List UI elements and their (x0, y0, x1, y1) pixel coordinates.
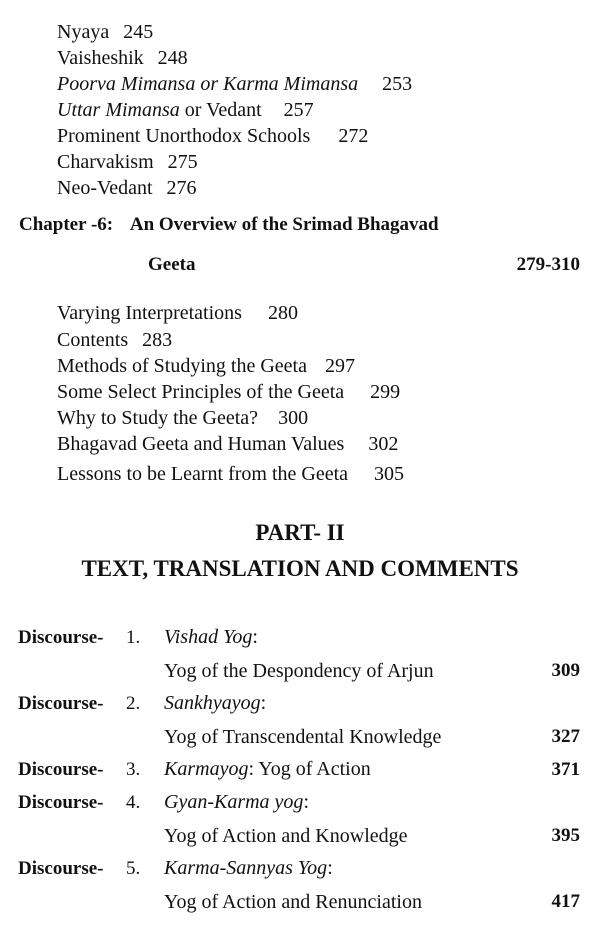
discourse-title (164, 791, 309, 814)
discourse-sep: : Yog of Action (248, 758, 371, 780)
discourse-title-italic: Karma-Sannyas Yog (164, 857, 328, 879)
entry-title: Neo-Vedant (57, 177, 153, 199)
discourse-sep: : (260, 692, 267, 714)
discourse-label: Discourse- (18, 759, 104, 780)
toc-entry-vaisheshik (57, 46, 188, 70)
chapter-title-continued: Geeta (148, 254, 196, 275)
entry-page: 275 (167, 151, 198, 173)
entry-title: Varying Interpretations (57, 302, 242, 324)
toc-entry-varying-interpretations (57, 301, 298, 325)
entry-page: 297 (324, 355, 355, 377)
entry-title: Charvakism (57, 151, 154, 173)
entry-page: 299 (370, 381, 401, 403)
discourse-subtitle: Yog of Transcendental Knowledge (164, 726, 442, 748)
discourse-number: 3. (126, 759, 141, 780)
entry-page: 245 (123, 21, 154, 43)
discourse-title (164, 758, 371, 781)
toc-entry-charvakism (57, 150, 198, 174)
toc-entry-unorthodox-schools (57, 124, 368, 148)
chapter-page-range: 279-310 (516, 254, 580, 275)
discourse-sep: : (303, 791, 309, 813)
chapter-heading (19, 214, 439, 236)
entry-page: 276 (166, 177, 197, 199)
discourse-label: Discourse- (18, 792, 104, 813)
discourse-subtitle: Yog of Action and Knowledge (164, 825, 408, 847)
entry-page: 280 (267, 302, 298, 324)
chapter-title: An Overview of the Srimad Bhagavad (129, 214, 439, 235)
entry-title: Vaisheshik (57, 47, 144, 69)
toc-entry-nyaya (57, 20, 153, 44)
discourse-title-italic: Sankhyayog (164, 692, 261, 714)
toc-entry-uttar-mimansa (57, 98, 314, 122)
discourse-title (164, 692, 266, 715)
discourse-title-italic: Vishad Yog (164, 626, 253, 648)
entry-title: Methods of Studying the Geeta (57, 355, 307, 377)
discourse-title-italic: Gyan-Karma yog (164, 791, 304, 813)
entry-title: Prominent Unorthodox Schools (57, 125, 311, 147)
toc-entry-poorva-mimansa (57, 72, 412, 96)
entry-title-rest: or Vedant (179, 99, 262, 121)
entry-page: 305 (374, 463, 405, 485)
entry-title: Lessons to be Learnt from the Geeta (57, 463, 349, 485)
discourse-label: Discourse- (18, 858, 104, 879)
entry-title: Bhagavad Geeta and Human Values (57, 433, 345, 455)
entry-page: 283 (142, 329, 173, 351)
toc-entry-human-values (57, 432, 398, 456)
part-subheading: TEXT, TRANSLATION AND COMMENTS (81, 556, 519, 581)
discourse-page: 371 (551, 759, 580, 780)
discourse-title (164, 626, 258, 649)
discourse-subtitle: Yog of Action and Renunciation (164, 891, 422, 913)
discourse-sep: : (327, 857, 333, 879)
discourse-sep: : (252, 626, 258, 648)
entry-page: 302 (368, 433, 399, 455)
discourse-number: 2. (126, 693, 141, 714)
discourse-page: 395 (551, 825, 580, 846)
entry-title: Why to Study the Geeta? (57, 407, 259, 429)
discourse-page: 327 (551, 726, 580, 747)
entry-page: 253 (382, 73, 413, 95)
entry-title: Nyaya (57, 21, 110, 43)
toc-entry-why-study (57, 406, 308, 430)
entry-page: 272 (338, 125, 369, 147)
toc-entry-lessons (57, 462, 404, 486)
discourse-label: Discourse- (18, 693, 104, 714)
entry-page: 300 (278, 407, 309, 429)
part-heading: PART- II (255, 520, 345, 545)
discourse-title-italic: Karmayog (164, 758, 249, 780)
entry-page: 248 (157, 47, 188, 69)
entry-title: Contents (57, 329, 129, 351)
toc-entry-principles (57, 380, 400, 404)
discourse-number: 1. (126, 627, 141, 648)
toc-entry-neo-vedant (57, 176, 197, 200)
discourse-title (164, 857, 333, 880)
entry-title: Some Select Principles of the Geeta (57, 381, 345, 403)
chapter-label: Chapter -6: (19, 214, 114, 235)
discourse-label: Discourse- (18, 627, 104, 648)
discourse-page: 309 (551, 660, 580, 681)
toc-entry-methods (57, 354, 355, 378)
discourse-subtitle: Yog of the Despondency of Arjun (164, 660, 434, 682)
entry-page: 257 (283, 99, 314, 121)
discourse-number: 4. (126, 792, 141, 813)
entry-title: Poorva Mimansa or Karma Mimansa (57, 73, 359, 95)
discourse-number: 5. (126, 858, 141, 879)
entry-title: Uttar Mimansa (57, 99, 180, 121)
toc-entry-contents (57, 328, 172, 352)
discourse-page: 417 (551, 891, 580, 912)
